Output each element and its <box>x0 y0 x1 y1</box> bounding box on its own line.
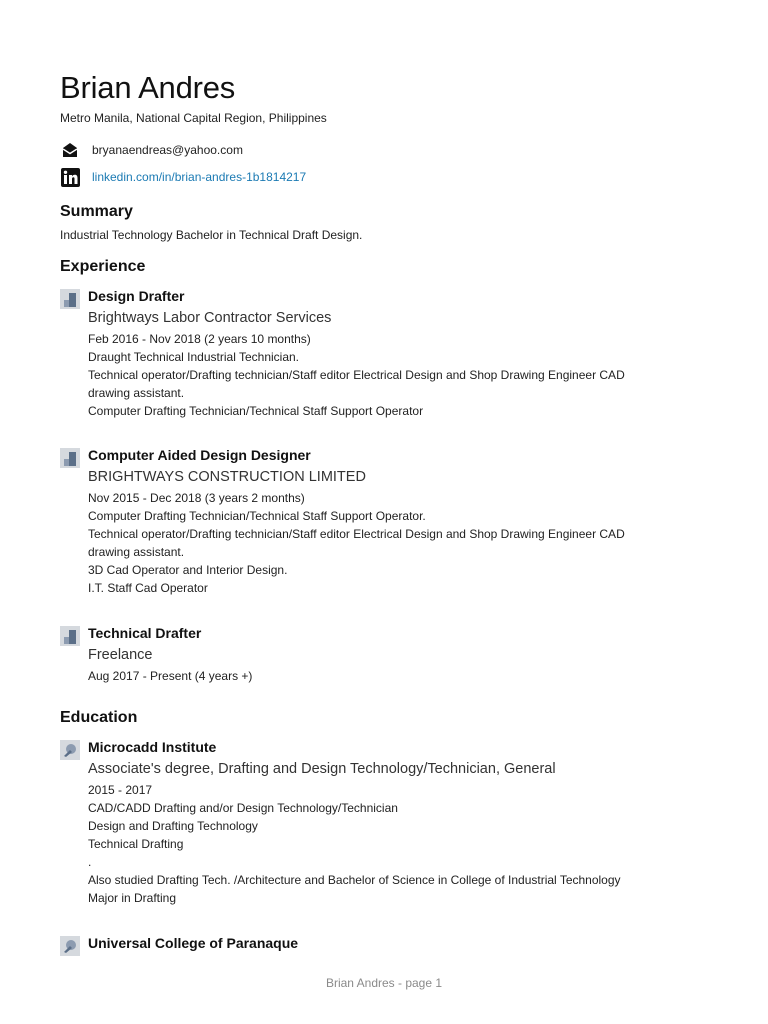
education-detail-line: Also studied Drafting Tech. /Architecture and Bachelor of Science in College of Industrial Technology <box>88 873 621 887</box>
job-description-line: Computer Drafting Technician/Technical Staff Support Operator <box>88 404 424 418</box>
summary-text: Industrial Technology Bachelor in Technical Draft Design. <box>60 228 363 242</box>
email-text[interactable]: bryanaendreas@yahoo.com <box>92 143 243 157</box>
linkedin-icon <box>60 167 80 187</box>
page-footer: Brian Andres - page 1 <box>325 976 443 990</box>
linkedin-contact <box>60 167 306 187</box>
company-logo-icon <box>60 289 80 309</box>
job-title: Computer Aided Design Designer <box>88 447 311 463</box>
experience-heading: Experience <box>60 258 146 275</box>
job-title: Design Drafter <box>88 288 185 304</box>
job-description-line: Draught Technical Industrial Technician. <box>88 350 300 364</box>
school-name: Microcadd Institute <box>88 739 217 755</box>
education-dates: 2015 - 2017 <box>88 783 153 797</box>
education-detail-line: CAD/CADD Drafting and/or Design Technology/Technician <box>88 801 398 815</box>
education-heading: Education <box>60 709 138 726</box>
company-name: Freelance <box>88 647 153 663</box>
job-dates: Feb 2016 - Nov 2018 (2 years 10 months) <box>88 332 311 346</box>
email-icon <box>60 140 80 160</box>
company-name: Brightways Labor Contractor Services <box>88 310 332 326</box>
education-detail-line: Technical Drafting <box>88 837 184 851</box>
job-description-line: Technical operator/Drafting technician/Staff editor Electrical Design and Shop Drawing Engineer CAD <box>88 368 625 382</box>
summary-heading: Summary <box>60 203 133 220</box>
education-detail-line: Design and Drafting Technology <box>88 819 258 833</box>
company-logo-icon <box>60 448 80 468</box>
job-description-line: I.T. Staff Cad Operator <box>88 581 208 595</box>
candidate-location: Metro Manila, National Capital Region, Philippines <box>60 111 327 125</box>
job-description-line: Computer Drafting Technician/Technical Staff Support Operator. <box>88 509 426 523</box>
company-logo-icon <box>60 626 80 646</box>
school-name: Universal College of Paranaque <box>88 935 299 951</box>
company-name: BRIGHTWAYS CONSTRUCTION LIMITED <box>88 469 366 485</box>
job-title: Technical Drafter <box>88 625 202 641</box>
job-dates: Aug 2017 - Present (4 years +) <box>88 669 253 683</box>
school-logo-icon <box>60 740 80 760</box>
education-detail-line: . <box>88 855 92 869</box>
degree-name: Associate's degree, Drafting and Design Technology/Technician, General <box>88 761 556 777</box>
job-description-line: 3D Cad Operator and Interior Design. <box>88 563 288 577</box>
education-detail-line: Major in Drafting <box>88 891 177 905</box>
job-description-line: drawing assistant. <box>88 545 185 559</box>
school-logo-icon <box>60 936 80 956</box>
job-description-line: Technical operator/Drafting technician/Staff editor Electrical Design and Shop Drawing Engineer CAD <box>88 527 625 541</box>
candidate-name: Brian Andres <box>60 70 236 105</box>
linkedin-link[interactable]: linkedin.com/in/brian-andres-1b1814217 <box>92 170 307 184</box>
job-description-line: drawing assistant. <box>88 386 185 400</box>
job-dates: Nov 2015 - Dec 2018 (3 years 2 months) <box>88 491 305 505</box>
email-contact <box>60 140 243 160</box>
